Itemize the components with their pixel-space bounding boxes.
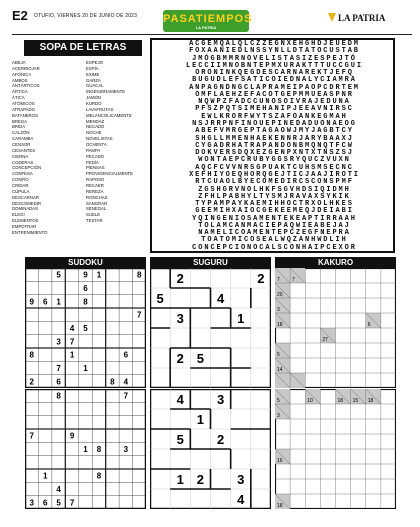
- grid-row: ZFHLPABHYLTYSMJRAVAXSYKIK: [198, 192, 351, 201]
- word-item: CONFÍO: [12, 177, 29, 183]
- word-item: TESTAR: [86, 218, 103, 224]
- word-item: OCHENTA: [86, 142, 107, 148]
- grid-row: SHGLLMMENHAEKENNRJARYBAAXJ: [195, 134, 354, 143]
- word-item: REREZA: [86, 188, 104, 194]
- suguru-digit: 1: [237, 311, 245, 326]
- kakuro-clue: 20: [277, 292, 283, 298]
- kakuro-clue: 5: [277, 352, 280, 358]
- sudoku-digit: 7: [69, 337, 75, 347]
- kakuro-clue: 10: [307, 398, 313, 404]
- word-item: INGENIORAMENTE: [86, 89, 126, 95]
- sudoku-digit: 7: [56, 364, 61, 373]
- word-item: GARZA: [86, 77, 101, 83]
- suguru-digit: 5: [196, 351, 205, 366]
- word-item: AFÓNICA: [12, 71, 32, 77]
- sudoku-digit: 6: [42, 498, 48, 508]
- word-item: DESCOMEDIR: [12, 200, 42, 206]
- grid-row: CYGADRHATRAPANDONBMQNQTFCW: [195, 141, 354, 150]
- word-item: ESPÍA: [86, 65, 99, 71]
- suguru-digit: 1: [196, 412, 205, 427]
- sudoku-digit: 5: [56, 270, 61, 280]
- grid-row: ORONINKQEGDESCARNAREKTJEFQ: [195, 69, 354, 78]
- word-item: MENDAZ: [86, 118, 105, 124]
- word-item: JAMÓN: [86, 95, 102, 101]
- sudoku-digit: 1: [83, 364, 88, 373]
- kakuro-clue: 14: [277, 367, 283, 373]
- kakuro-clue: 6: [367, 322, 371, 328]
- word-item: SENEGAL: [86, 206, 107, 212]
- word-item: ATÓMICOS: [12, 101, 35, 107]
- word-item: ABEJA: [12, 60, 26, 65]
- sudoku-digit: 9: [83, 270, 88, 280]
- brand-icon: [328, 13, 336, 22]
- suguru-digit: 2: [196, 472, 205, 487]
- word-item: EMPOTRAR: [12, 224, 37, 230]
- sudoku-digit: 4: [123, 377, 129, 387]
- sudoku-digit: 8: [110, 377, 115, 387]
- header-rule: [12, 34, 412, 35]
- suguru-digit: 2: [216, 432, 225, 447]
- word-item: NOCHE: [86, 130, 102, 136]
- kakuro-board-2: [275, 389, 396, 509]
- kakuro-title: KAKURO: [275, 257, 396, 268]
- pasatiempos-logo: [163, 10, 253, 32]
- word-item: SUELE: [86, 212, 101, 218]
- sudoku-digit: 8: [83, 297, 88, 307]
- sudoku-digit: 7: [123, 391, 129, 401]
- grid-row: TOLAMCANMACIEPAQWIEABEJAJ: [198, 221, 351, 230]
- sudoku-board-2: [25, 389, 146, 509]
- kakuro-clue: 5: [277, 398, 280, 404]
- kakuro-clue: 7: [292, 277, 295, 283]
- kakuro-clue: 3: [277, 307, 280, 313]
- word-item: CARAMBA: [12, 136, 34, 142]
- grid-row: ACGEMQALQLCZZEGNXEHGHDJEUEDM: [189, 40, 360, 48]
- word-item: CODERAS: [12, 159, 34, 165]
- word-item: CONFESA: [12, 171, 33, 177]
- sudoku-digit: 7: [29, 431, 34, 441]
- sudoku-digit: 7: [137, 310, 142, 320]
- word-item: PAMPA: [86, 147, 101, 153]
- word-item: CIERNA: [12, 153, 29, 159]
- word-item: ANTÁRTICOS: [12, 83, 40, 89]
- word-item: RECAER: [86, 183, 104, 189]
- word-item: ÁTICA: [12, 95, 25, 101]
- grid-row: GEEMIHXAIOCGEKEEMEQJDEIABI: [195, 207, 354, 216]
- word-item: PROVIDENCIALMENTE: [86, 171, 134, 177]
- word-item: ÁRTICA: [12, 89, 28, 95]
- word-item: ACERRIOJAR: [12, 65, 40, 71]
- word-item: GUACAL: [86, 83, 104, 89]
- sudoku-title: SUDOKU: [25, 257, 146, 268]
- sudoku-digit: 3: [123, 445, 129, 454]
- grid-row: NAMELICOAMENTEPCZEGFNEPRA: [198, 229, 351, 238]
- kakuro-clue: 7: [277, 277, 280, 283]
- sudoku-digit: 8: [29, 350, 34, 360]
- suguru-title: SUGURU: [150, 257, 271, 268]
- grid-row: EWLKRORFWYTSZAFOANKEGMAH: [201, 112, 348, 121]
- sudoku-digit: 5: [56, 498, 61, 508]
- grid-row: OMFLAEHZEFACOTGEPMMUEASPNR: [195, 90, 354, 99]
- grid-row: YQINGENIOSAMENTEKEAPTIRRAAH: [192, 214, 357, 223]
- kakuro-clue: 18: [277, 503, 283, 509]
- sudoku-digit: 2: [29, 377, 34, 387]
- sudoku-digit: 8: [56, 391, 61, 401]
- word-item: PECADO: [86, 153, 105, 159]
- word-item: NOVELISTAS: [86, 136, 113, 142]
- suguru-digit: 4: [176, 392, 184, 407]
- sudoku-digit: 7: [69, 498, 75, 508]
- page-number: E2: [12, 8, 28, 23]
- word-list-col2: [86, 60, 133, 224]
- kakuro-board-1: [275, 268, 396, 388]
- word-list-col1: [12, 60, 48, 236]
- word-item: CRIDAR: [12, 183, 29, 189]
- word-item: MELANCOLICAMENTE: [86, 112, 132, 118]
- grid-row: TOATOMICOSEALWQZANHWDLIH: [201, 236, 348, 245]
- logo-title: PASATIEMPOS: [163, 13, 253, 25]
- grid-row: ANPAGNDNGCLAPRAMEIPAOPCDRTEM: [189, 83, 360, 92]
- kakuro-clue: 18: [337, 398, 344, 404]
- word-item: SANGRAR: [86, 200, 108, 206]
- grid-row: NQWPZFADCCUNOSOIVRAJEDUNA: [198, 98, 351, 107]
- sudoku-digit: 4: [56, 485, 61, 494]
- word-item: NECADO: [86, 124, 105, 130]
- suguru-digit: 3: [176, 311, 184, 326]
- logo-subtitle: LA PATRIA: [195, 25, 217, 30]
- suguru-digit: 2: [176, 351, 184, 366]
- sudoku-digit: 6: [83, 284, 88, 293]
- suguru-digit: 3: [216, 392, 225, 407]
- grid-row: FOXAANIEDLNSSYNLLDTATOCUSTAB: [189, 47, 360, 56]
- sudoku-digit: 5: [83, 324, 88, 333]
- word-item: ELEGÍ: [12, 212, 25, 218]
- word-item: RONCHAS: [86, 194, 108, 200]
- grid-row: CONCEPCIONOCALSCONHAIPCEXOR: [192, 243, 357, 252]
- word-item: CALZÓN: [12, 130, 30, 136]
- word-item: DOMINADAS: [12, 206, 39, 212]
- suguru-digit: 2: [176, 271, 184, 286]
- word-item: BREGA: [12, 118, 28, 124]
- grid-row: AQCFCVVNRSGPUAKTCUHSMSECNC: [195, 163, 354, 172]
- sudoku-digit: 1: [96, 270, 102, 280]
- kakuro-clue: 27: [322, 337, 328, 343]
- sudoku-digit: 9: [69, 431, 75, 441]
- grid-row: XEFHIYOEQHORQGEJTICJAAJIROTI: [189, 170, 360, 179]
- word-item: ESPEJO: [86, 60, 103, 65]
- grid-row: ZGSHGRVNOLHKFSGVHDSIQIDMH: [198, 185, 351, 194]
- sopa-title: SOPA DE LETRAS: [24, 40, 142, 56]
- date-line: OTUFIO, VIERNES 20 DE JUNIO DE 2023: [34, 13, 138, 19]
- sudoku-digit: 8: [137, 270, 142, 280]
- grid-row: LECCIIMNOBNTEPMXURAKTTTUCCGUI: [186, 61, 363, 70]
- kakuro-clue: 16: [277, 458, 283, 464]
- grid-row: BUGUDLEFSATICOIEDNALYCIAMRA: [192, 76, 357, 85]
- word-item: PEDÍA: [86, 159, 99, 165]
- word-item: RAPOSO: [86, 177, 105, 183]
- grid-row: ABEFVMRGEPTAGAOWJMYJAGBTCY: [195, 127, 354, 136]
- sudoku-board-1: [25, 268, 146, 388]
- grid-row: JMÓGBMMRNOVELISTASIZESPEJTÓ: [192, 54, 357, 63]
- sudoku-digit: 4: [69, 324, 75, 333]
- kakuro-clue: 18: [277, 322, 283, 328]
- grid-row: WONTAEPCRUBYGGSRYQUCZVUXN: [198, 156, 351, 165]
- letter-grid: [150, 38, 395, 253]
- grid-row: TYPAMPAYKAEMIHHOCTRXOLHKES: [195, 200, 354, 209]
- grid-row: DOKVERSDQXEZGENPXNTXTNSZSJ: [195, 149, 354, 158]
- word-item: AMBOS: [12, 77, 28, 83]
- sudoku-digit: 1: [69, 350, 75, 360]
- suguru-digit: 4: [216, 291, 225, 306]
- sudoku-digit: 1: [56, 297, 61, 307]
- sudoku-digit: 1: [83, 445, 88, 454]
- suguru-board-1: [150, 268, 271, 388]
- word-item: ELEMENTOS: [12, 218, 39, 224]
- word-item: CESANTES: [12, 147, 36, 153]
- word-item: LAVAFRUTAS: [86, 106, 114, 112]
- sudoku-digit: 8: [96, 445, 102, 454]
- page-header: [0, 0, 420, 34]
- kakuro-clue: 18: [367, 398, 374, 404]
- sudoku-digit: 6: [123, 350, 129, 360]
- grid-row: NSJRRPNFINOUEPINEDADUONAEOG: [192, 120, 357, 129]
- word-item: BRIDA: [12, 124, 26, 130]
- grid-row: RTCUAOLBYECOMEDIRCSCONSPMF: [195, 178, 354, 187]
- sudoku-digit: 8: [96, 471, 102, 481]
- word-item: ENTRENIMIENTO: [12, 229, 48, 235]
- word-item: DESCARNAR: [12, 194, 39, 200]
- grid-row: PFSZPQTSIMEHANIPJEEAVNIRSC: [195, 105, 354, 114]
- kakuro-clue: 15: [352, 398, 359, 404]
- word-item: CONCEPCIÓN: [12, 165, 42, 171]
- word-item: CENSOR: [12, 142, 31, 148]
- word-item: ATRAPADO: [12, 106, 35, 112]
- suguru-digit: 2: [257, 271, 265, 286]
- word-item: CÚPULA: [12, 188, 30, 194]
- brand-name: LA PATRIA: [338, 13, 386, 23]
- suguru-digit: 5: [176, 432, 184, 447]
- suguru-digit: 1: [176, 472, 184, 487]
- word-item: EXIME: [86, 71, 100, 77]
- word-item: KURDO: [86, 101, 102, 107]
- suguru-digit: 5: [156, 291, 164, 306]
- sudoku-digit: 3: [56, 337, 61, 347]
- sudoku-digit: 6: [42, 297, 48, 307]
- word-item: PIENSAS: [86, 165, 105, 171]
- sudoku-digit: 1: [42, 471, 48, 481]
- suguru-digit: 3: [237, 472, 245, 487]
- word-item: BATANEROS: [12, 112, 38, 118]
- suguru-board-2: [150, 389, 271, 509]
- kakuro-clue: 3: [277, 413, 280, 419]
- sudoku-digit: 6: [56, 377, 61, 387]
- sudoku-digit: 3: [29, 498, 34, 508]
- suguru-digit: 4: [237, 492, 245, 507]
- sudoku-digit: 9: [29, 297, 34, 307]
